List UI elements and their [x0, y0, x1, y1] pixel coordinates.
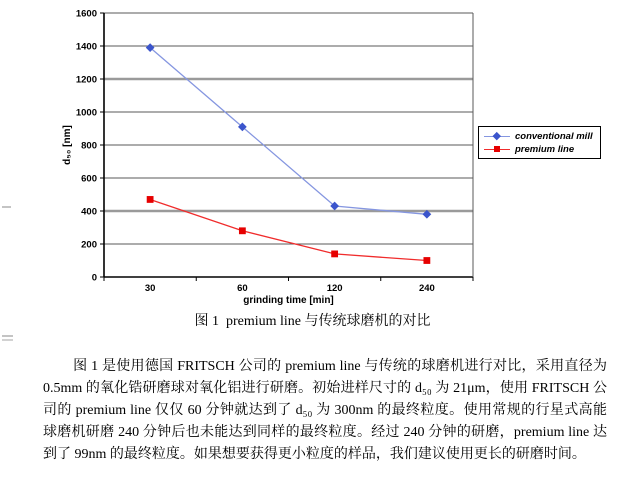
x-axis-title: grinding time [min] — [243, 295, 334, 306]
y-tick-label: 1200 — [75, 74, 97, 86]
legend-label: conventional mill — [515, 130, 593, 142]
legend-diamond-marker-icon — [484, 132, 510, 141]
x-tick-label: 120 — [326, 283, 343, 294]
y-tick-label: 800 — [81, 140, 97, 152]
y-tick-label: 200 — [81, 239, 97, 251]
y-tick-label: 1600 — [75, 8, 97, 20]
series-line-conventional-mill[interactable] — [150, 48, 427, 215]
y-tick-label: 1000 — [75, 107, 97, 119]
x-tick-label: 30 — [144, 283, 156, 294]
x-tick-label: 60 — [237, 283, 248, 294]
y-tick-label: 600 — [81, 173, 97, 185]
body-paragraph: 图 1 是使用德国 FRITSCH 公司的 premium line 与传统的球磨机进行对比，采用直径为 0.5mm 的氧化锆研磨球对氧化铝进行研磨。初始进样尺寸的 d₅₀ 为 21μm，使用 FRITSCH 公司的 premium line 仅仅 60 分钟就达到了 d₅₀ 为 300nm 的最终粒度。使用常规的行星式高能球磨机研磨 240 分钟后也未能达到同样的最终粒度。经过 240 分钟的研磨，premium line 达到了 99nm 的最终粒度。如果想要获得更小粒度的样品，我们建议使用更长的研磨时间。 — [43, 359, 607, 462]
y-tick-label: 400 — [81, 206, 97, 218]
data-point-premium-line[interactable] — [147, 196, 154, 203]
figure-caption: 图 1 premium line 与传统球磨机的对比 — [194, 314, 431, 329]
y-axis-title: d₅₀ [nm] — [62, 125, 73, 165]
legend-label: premium line — [515, 143, 575, 155]
series-line-premium-line[interactable] — [150, 199, 427, 260]
data-point-premium-line[interactable] — [331, 251, 338, 258]
y-tick-label: 1400 — [75, 41, 97, 53]
legend-item-premium-line[interactable] — [484, 143, 593, 155]
data-point-premium-line[interactable] — [239, 227, 246, 234]
x-tick-label: 240 — [418, 283, 435, 294]
y-tick-label: 0 — [91, 272, 97, 284]
legend-item-conventional-mill[interactable] — [484, 130, 593, 142]
chart-legend — [478, 126, 601, 159]
legend-square-marker-icon — [484, 145, 510, 154]
data-point-premium-line[interactable] — [423, 257, 430, 264]
